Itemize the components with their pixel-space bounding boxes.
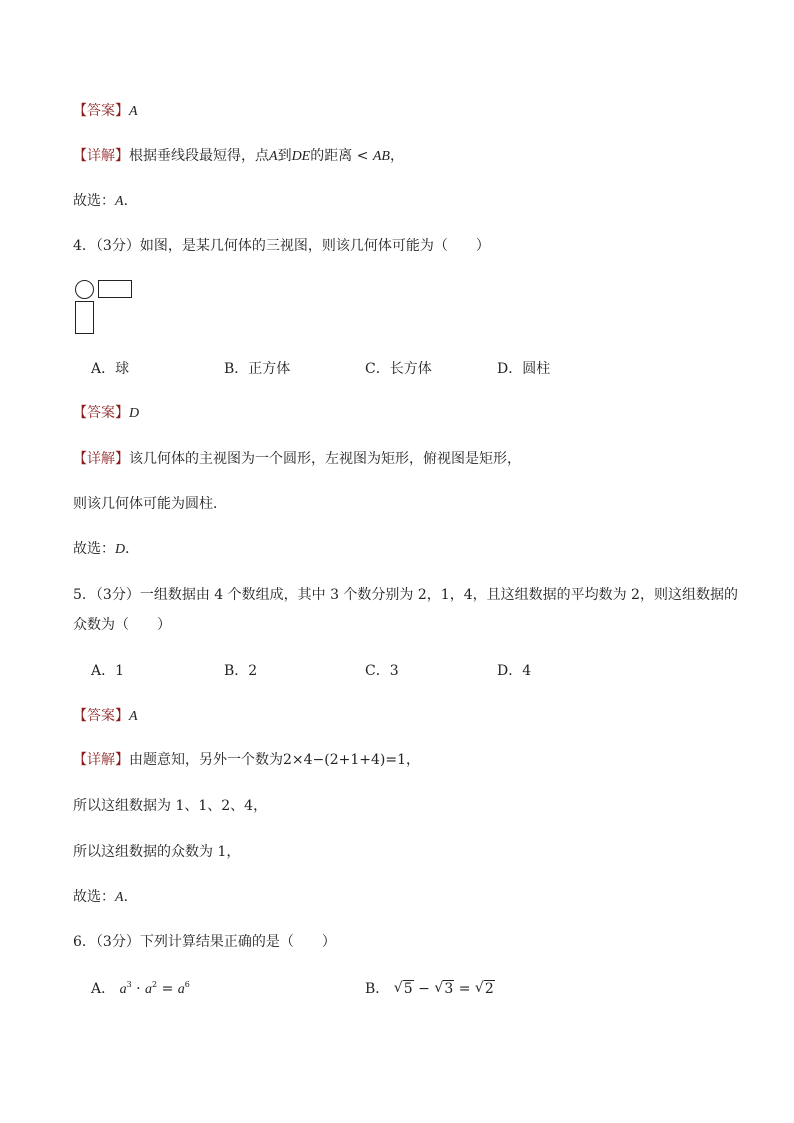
base: a (145, 982, 153, 997)
option-label: A． (91, 981, 116, 997)
explanation-tag: 【详解】 (73, 148, 129, 164)
explanation-tag: 【详解】 (73, 451, 129, 467)
var-A: A (269, 149, 278, 164)
q5-option-a: A．1 (91, 663, 125, 679)
q4-answer-line (73, 403, 139, 424)
question-5-stem-line-2: 众数为（ ） (73, 617, 171, 633)
option-label: B． (365, 981, 390, 997)
selection-value: D (115, 542, 126, 557)
selection-text: 故选： (73, 193, 115, 209)
q5-selection-line (73, 887, 138, 908)
explanation-text: ， (389, 148, 404, 164)
q5-explanation-line (73, 750, 420, 770)
answer-line (73, 101, 138, 122)
q5-option-d: D．4 (497, 663, 532, 679)
q4-option-c: C．长方体 (365, 361, 432, 377)
front-view-circle (75, 280, 94, 299)
radicand: 5 (403, 981, 413, 997)
q4-option-a: A．球 (91, 361, 130, 377)
selection-value: A (115, 890, 124, 905)
exponent: 3 (126, 980, 132, 989)
answer-tag: 【答案】 (73, 405, 129, 421)
base: a (177, 982, 185, 997)
q6-option-b (365, 979, 495, 999)
sqrt-expression (434, 979, 454, 999)
selection-text: 故选： (73, 541, 115, 557)
q5-option-c: C．3 (365, 663, 399, 679)
explanation-text: 的距离 (310, 148, 353, 164)
question-4-stem: 4．（3分）如图，是某几何体的三视图，则该几何体可能为（ ） (73, 238, 490, 254)
left-view-rectangle (98, 280, 132, 298)
selection-period: ． (125, 541, 140, 557)
answer-tag: 【答案】 (73, 103, 129, 119)
explanation-text: 该几何体的主视图为一个圆形，左视图为矩形，俯视图是矩形， (129, 451, 521, 467)
sqrt-expression (394, 979, 414, 999)
less-than-sign: < (356, 148, 369, 164)
explanation-text: 根据垂线段最短得，点 (129, 148, 269, 164)
answer-value: A (129, 709, 138, 724)
q6-option-a (91, 979, 190, 1000)
explanation-tag: 【详解】 (73, 752, 129, 768)
q4-option-d: D．圆柱 (497, 361, 551, 377)
q4-selection-line (73, 539, 139, 560)
minus-sign: − (418, 981, 430, 997)
radicand: 3 (444, 981, 454, 997)
exponent: 2 (152, 980, 158, 989)
q5-explanation-line-2: 所以这组数据为 1、1、2、4， (73, 798, 268, 814)
base: a (119, 982, 127, 997)
answer-value: A (129, 104, 138, 119)
selection-period: ． (123, 193, 138, 209)
q4-explanation-line (73, 449, 521, 469)
equals-sign: = (161, 981, 174, 997)
var-AB: AB (372, 149, 390, 164)
q4-option-b: B．正方体 (224, 361, 291, 377)
explanation-line (73, 146, 404, 167)
explanation-text: 由题意知，另外一个数为 (129, 752, 283, 768)
multiply-dot: · (136, 981, 141, 997)
equals-sign: = (458, 981, 471, 997)
selection-line (73, 191, 138, 212)
explanation-text: ， (406, 752, 421, 768)
var-DE: DE (291, 149, 311, 164)
q5-explanation-line-3: 所以这组数据的众数为 1， (73, 844, 241, 860)
q4-explanation-line-2: 则该几何体可能为圆柱． (73, 496, 227, 512)
sqrt-expression (475, 979, 495, 999)
q5-answer-line (73, 706, 138, 727)
question-6-stem: 6．（3分）下列计算结果正确的是（ ） (73, 934, 336, 950)
selection-text: 故选： (73, 889, 115, 905)
answer-value: D (129, 406, 140, 421)
formula: 2×4−(2+1+4)=1 (283, 752, 407, 768)
exponent: 6 (184, 980, 190, 989)
q5-option-b: B．2 (224, 663, 258, 679)
selection-period: ． (123, 889, 138, 905)
radicand: 2 (484, 981, 494, 997)
top-view-rectangle (75, 301, 94, 334)
answer-tag: 【答案】 (73, 708, 129, 724)
question-5-stem-line-1: 5．（3分）一组数据由 4 个数组成，其中 3 个数分别为 2，1，4，且这组数据的平均数为 2，则这组数据的 (73, 587, 738, 603)
explanation-text: 到 (277, 148, 292, 164)
selection-value: A (115, 194, 124, 209)
